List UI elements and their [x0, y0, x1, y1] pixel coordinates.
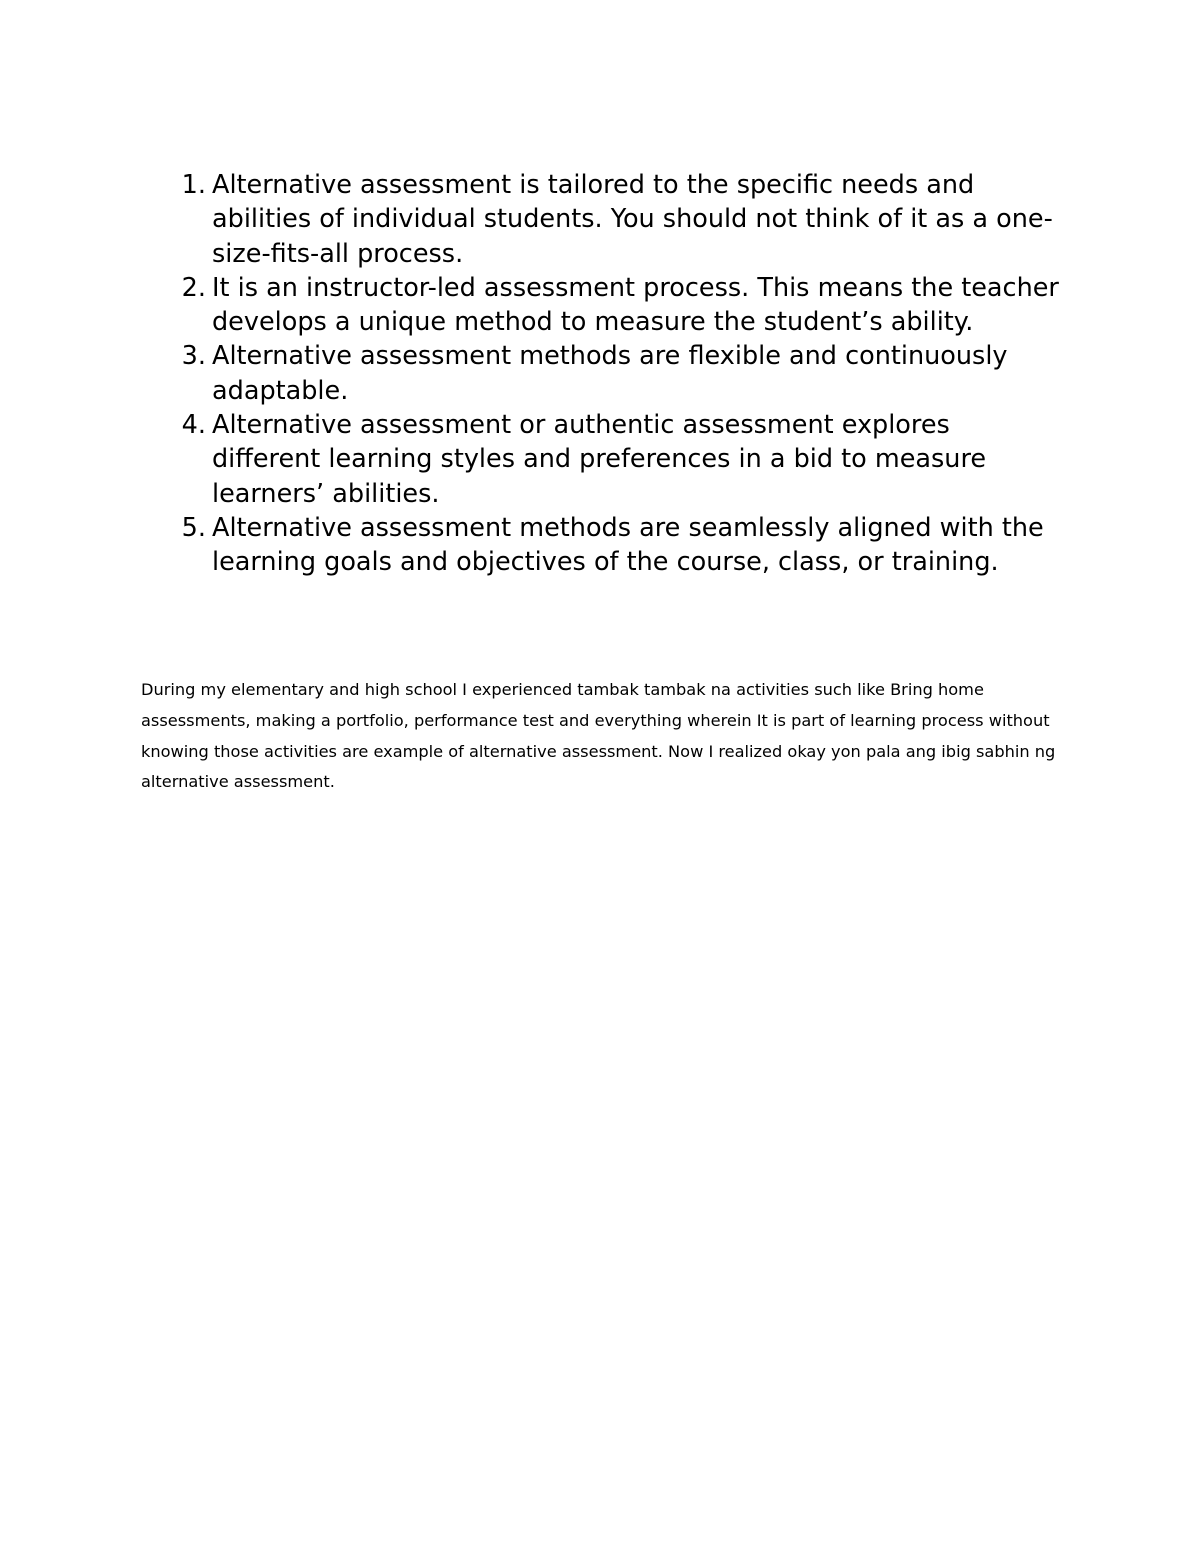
numbered-list — [170, 168, 1060, 580]
list-item — [170, 408, 1060, 511]
list-item-text: Alternative assessment is tailored to the specific needs and abilities of individual students. You should not think of it as a one-size-fits-all process. — [212, 170, 1053, 269]
list-item-number: 3. — [181, 341, 206, 372]
list-item-number: 4. — [181, 410, 206, 441]
list-item-text: Alternative assessment methods are seamlessly aligned with the learning goals and objectives of the course, class, or training. — [212, 512, 1044, 578]
list-item — [170, 339, 1060, 408]
reflection-paragraph: During my elementary and high school I experienced tambak tambak na activities such like Bring home assessments, making a portfolio, performance test and everything wherein It is part of learning process without knowing those activities are example of alternative assessment. Now I realized okay yon pala ang ibig sabhin ng alternative assessment. — [141, 680, 1056, 792]
list-item-text: Alternative assessment or authentic assessment explores different learning styles and preferences in a bid to measure learners’ abilities. — [212, 410, 987, 509]
list-item — [170, 511, 1060, 580]
list-item-number: 1. — [181, 170, 206, 200]
list-item-text: Alternative assessment methods are flexible and continuously adaptable. — [212, 341, 1008, 406]
list-item-number: 5. — [181, 512, 206, 543]
list-item — [170, 271, 1060, 340]
list-item-number: 2. — [181, 272, 206, 303]
list-item — [170, 168, 1060, 271]
list-item-text: It is an instructor-led assessment process. This means the teacher develops a unique method to measure the student’s ability. — [212, 272, 1059, 338]
